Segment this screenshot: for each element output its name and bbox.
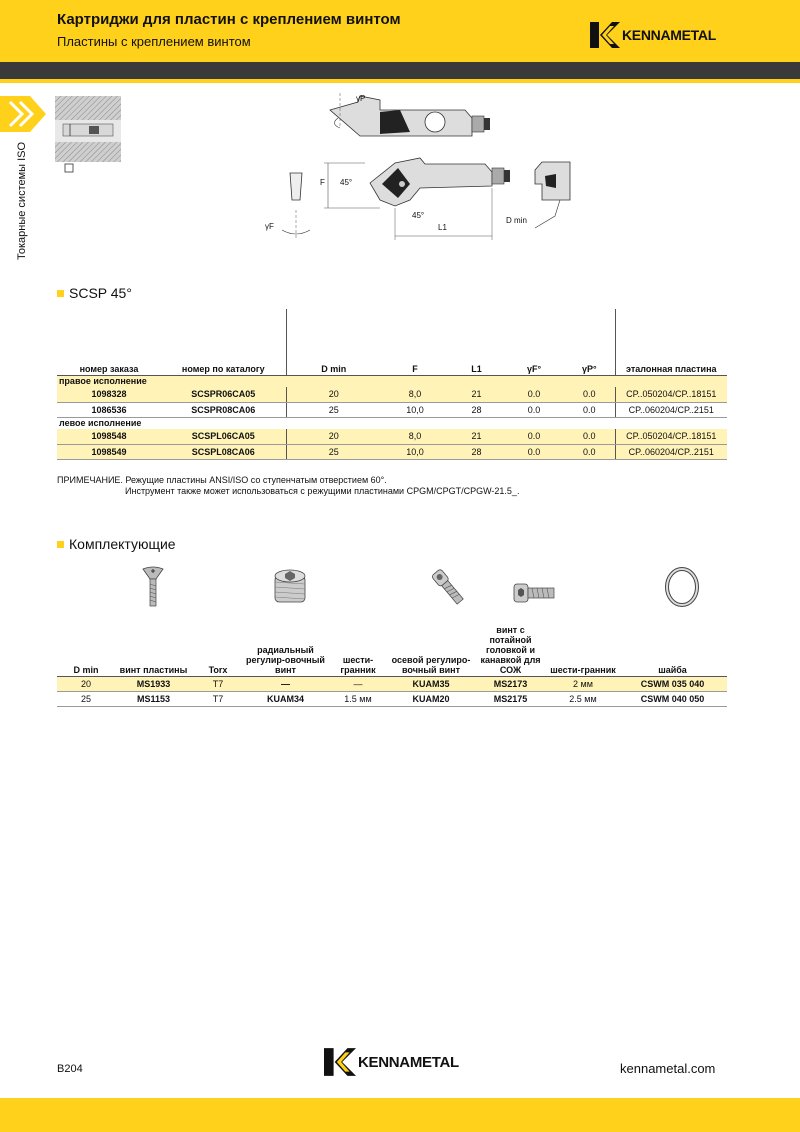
cell-insert: CP..060204/CP..2151 xyxy=(615,444,727,459)
boring-bar-section-illustration xyxy=(55,96,121,184)
col-washer: шайба xyxy=(618,622,727,676)
footer-band xyxy=(0,1098,800,1132)
cell-washer: CSWM 040 050 xyxy=(618,691,727,706)
table-note xyxy=(57,475,519,497)
section-heading-text: Комплектующие xyxy=(69,536,176,552)
logo-text: KENNAMETAL xyxy=(622,27,716,43)
cell-axial-screw: KUAM20 xyxy=(389,691,473,706)
cell-axial-screw: KUAM35 xyxy=(389,676,473,691)
kennametal-logo-footer xyxy=(324,1048,459,1076)
cell-f: 10,0 xyxy=(381,402,449,417)
col-f: F xyxy=(381,309,449,375)
cell-dmin: 25 xyxy=(286,402,381,417)
drawing-label-gamma-p: γP xyxy=(356,94,366,103)
drawing-label-gamma-f: γF xyxy=(265,222,274,231)
drawing-label-l1: L1 xyxy=(438,223,447,232)
col-countersunk-screw: винт с потайной головкой и канавкой для СОЖ xyxy=(473,622,548,676)
yellow-square-icon xyxy=(57,290,64,297)
cell-hex-1: 1.5 мм xyxy=(327,691,389,706)
cell-gamma-p: 0.0 xyxy=(564,387,615,402)
cell-catalog: SCSPL06CA05 xyxy=(161,429,286,444)
cell-insert: CP..050204/CP..18151 xyxy=(615,429,727,444)
cell-order: 1086536 xyxy=(57,402,161,417)
table-header-row xyxy=(57,309,727,375)
cell-gamma-f: 0.0 xyxy=(504,444,564,459)
page-title: Картриджи для пластин с креплением винтом xyxy=(57,11,401,28)
table-row xyxy=(57,429,727,444)
cell-hex-2: 2 мм xyxy=(548,676,618,691)
section-heading-scsp xyxy=(57,285,132,301)
table-row xyxy=(57,444,727,459)
cartridge-technical-drawing xyxy=(260,88,580,248)
cell-order: 1098548 xyxy=(57,429,161,444)
note-line-1: ПРИМЕЧАНИЕ. Режущие пластины ANSI/ISO со ступенчатым отверстием 60°. xyxy=(57,475,387,485)
cell-f: 8,0 xyxy=(381,429,449,444)
countersunk-coolant-screw-icon xyxy=(512,580,556,606)
col-hex-1: шести-гранник xyxy=(327,622,389,676)
axial-adjusting-screw-icon xyxy=(428,566,468,608)
cell-radial-screw: KUAM34 xyxy=(244,691,327,706)
cell-dmin: 25 xyxy=(57,691,115,706)
cell-dmin: 25 xyxy=(286,444,381,459)
table-header-row xyxy=(57,622,727,676)
drawing-label-d-min: D min xyxy=(506,216,527,225)
table-row xyxy=(57,691,727,706)
cell-catalog: SCSPR06CA05 xyxy=(161,387,286,402)
drawing-label-angle-1: 45° xyxy=(340,178,353,187)
section-heading-text: SCSP 45° xyxy=(69,285,132,301)
cell-washer: CSWM 035 040 xyxy=(618,676,727,691)
cell-l1: 21 xyxy=(449,429,504,444)
cell-gamma-p: 0.0 xyxy=(564,429,615,444)
website-link[interactable]: kennametal.com xyxy=(620,1061,716,1076)
section-heading-accessories xyxy=(57,536,176,552)
col-axial-screw: осевой регулиро-вочный винт xyxy=(389,622,473,676)
cell-torx: T7 xyxy=(192,691,244,706)
cell-insert-screw: MS1153 xyxy=(115,691,192,706)
cell-insert: CP..050204/CP..18151 xyxy=(615,387,727,402)
group-label-left: левое исполнение xyxy=(59,418,142,429)
cell-hex-2: 2.5 мм xyxy=(548,691,618,706)
cell-catalog: SCSPR08CA06 xyxy=(161,402,286,417)
cell-insert: CP..060204/CP..2151 xyxy=(615,402,727,417)
logo-text: KENNAMETAL xyxy=(358,1053,459,1071)
header-yellow-line xyxy=(0,79,800,83)
drawing-label-angle-2: 45° xyxy=(412,211,425,220)
drawing-label-f: F xyxy=(320,178,325,187)
col-torx: Torx xyxy=(192,622,244,676)
cell-gamma-f: 0.0 xyxy=(504,429,564,444)
side-chevron-icon xyxy=(0,96,54,132)
header-dark-bar xyxy=(0,62,800,79)
col-hex-2: шести-гранник xyxy=(548,622,618,676)
table-row xyxy=(57,402,727,417)
col-catalog: номер по каталогу xyxy=(161,309,286,375)
accessories-table xyxy=(57,622,727,707)
cell-countersunk-screw: MS2175 xyxy=(473,691,548,706)
group-row-right xyxy=(57,375,727,387)
cell-gamma-p: 0.0 xyxy=(564,444,615,459)
side-tab-label: Токарные системы ISO xyxy=(16,141,28,260)
cell-torx: T7 xyxy=(192,676,244,691)
cell-gamma-p: 0.0 xyxy=(564,402,615,417)
group-label-right: правое исполнение xyxy=(57,375,727,387)
col-dmin: D min xyxy=(286,309,381,375)
radial-adjusting-screw-icon xyxy=(272,568,308,608)
col-order: номер заказа xyxy=(57,309,161,375)
cell-dmin: 20 xyxy=(286,429,381,444)
kennametal-logo-header xyxy=(590,22,716,48)
cell-hex-1: — xyxy=(327,676,389,691)
col-gamma-p: γP° xyxy=(564,309,615,375)
col-insert-screw: винт пластины xyxy=(115,622,192,676)
cell-l1: 28 xyxy=(449,444,504,459)
cell-dmin: 20 xyxy=(286,387,381,402)
scsp-spec-table xyxy=(57,309,727,460)
page-subtitle: Пластины с креплением винтом xyxy=(57,34,251,49)
page-number: B204 xyxy=(57,1063,83,1075)
washer-icon xyxy=(664,566,700,608)
table-row xyxy=(57,676,727,691)
cell-gamma-f: 0.0 xyxy=(504,402,564,417)
cell-catalog: SCSPL08CA06 xyxy=(161,444,286,459)
table-row xyxy=(57,387,727,402)
col-l1: L1 xyxy=(449,309,504,375)
cell-insert-screw: MS1933 xyxy=(115,676,192,691)
insert-screw-icon xyxy=(142,566,164,608)
kennametal-k-icon xyxy=(590,22,620,48)
cell-l1: 28 xyxy=(449,402,504,417)
cell-order: 1098328 xyxy=(57,387,161,402)
cell-order: 1098549 xyxy=(57,444,161,459)
col-radial-screw: радиальный регулир-овочный винт xyxy=(244,622,327,676)
col-gamma-f: γF° xyxy=(504,309,564,375)
cell-f: 10,0 xyxy=(381,444,449,459)
col-dmin: D min xyxy=(57,622,115,676)
note-line-2: Инструмент также может использоваться с режущими пластинами CPGM/CPGT/CPGW-21.5_. xyxy=(125,486,520,496)
yellow-square-icon xyxy=(57,541,64,548)
kennametal-k-icon xyxy=(324,1048,356,1076)
cell-gamma-f: 0.0 xyxy=(504,387,564,402)
group-row-left xyxy=(57,417,727,429)
cell-l1: 21 xyxy=(449,387,504,402)
cell-countersunk-screw: MS2173 xyxy=(473,676,548,691)
cell-f: 8,0 xyxy=(381,387,449,402)
cell-radial-screw: — xyxy=(244,676,327,691)
col-insert: эталонная пластина xyxy=(615,309,727,375)
cell-dmin: 20 xyxy=(57,676,115,691)
